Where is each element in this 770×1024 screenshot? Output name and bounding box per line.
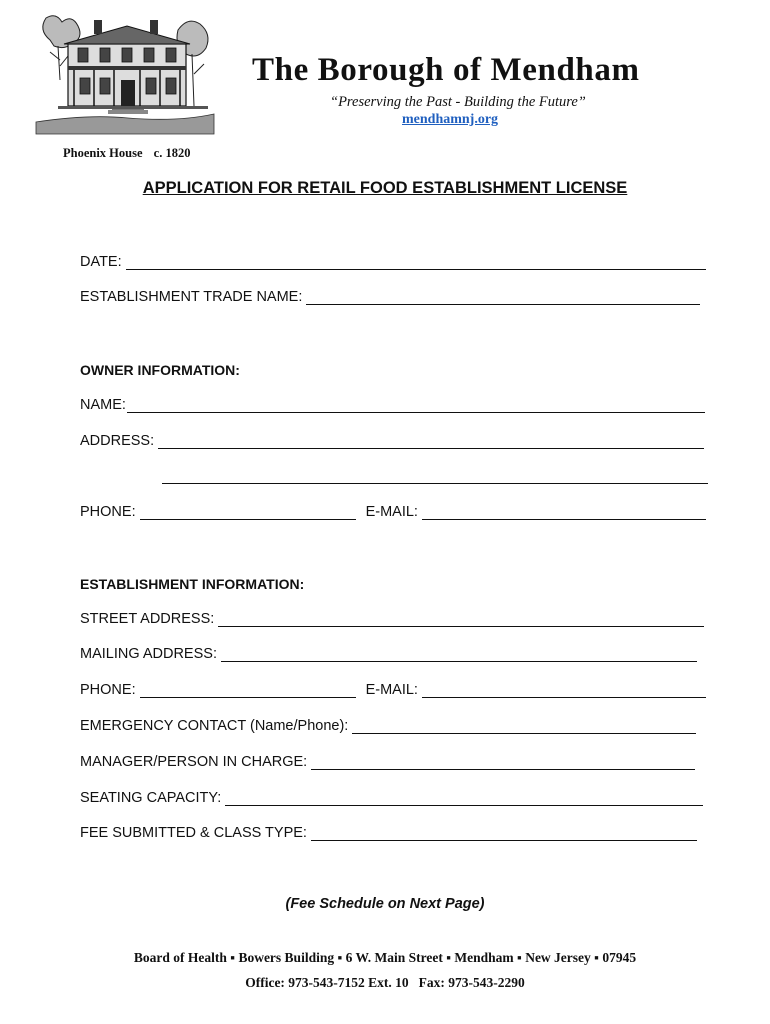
logo-caption xyxy=(63,146,198,161)
footer-contact xyxy=(0,975,770,991)
date-row xyxy=(80,254,706,270)
owner-phone-row xyxy=(80,504,706,520)
borough-motto: “Preserving the Past - Building the Future” xyxy=(330,94,586,110)
trade-name-row xyxy=(80,289,700,305)
trade-name-field[interactable] xyxy=(306,290,700,305)
seating-capacity-field[interactable] xyxy=(225,791,703,806)
street-address-label: STREET ADDRESS: xyxy=(80,611,215,627)
borough-website-link[interactable]: mendhamnj.org xyxy=(402,112,499,127)
logo-caption-date: c. 1820 xyxy=(153,146,191,160)
emergency-contact-label: EMERGENCY CONTACT (Name/Phone): xyxy=(80,718,349,734)
owner-email-label: E-MAIL: xyxy=(365,504,418,520)
owner-address-label: ADDRESS: xyxy=(80,433,155,449)
borough-title: The Borough of Mendham xyxy=(252,52,640,88)
seating-capacity-row xyxy=(80,790,703,806)
owner-phone-field[interactable] xyxy=(140,505,356,520)
establishment-phone-field[interactable] xyxy=(140,683,356,698)
trade-name-label: ESTABLISHMENT TRADE NAME: xyxy=(80,289,303,305)
form-title xyxy=(0,179,770,198)
establishment-email-field[interactable] xyxy=(422,683,706,698)
form-title-text: APPLICATION FOR RETAIL FOOD ESTABLISHMENT LICENSE xyxy=(142,179,628,197)
fee-schedule-note: (Fee Schedule on Next Page) xyxy=(285,896,485,912)
footer-address: Board of Health ▪ Bowers Building ▪ 6 W. Main Street ▪ Mendham ▪ New Jersey ▪ 07945 xyxy=(133,950,637,965)
owner-name-row xyxy=(80,397,705,413)
owner-email-field[interactable] xyxy=(422,505,706,520)
establishment-email-label: E-MAIL: xyxy=(365,682,418,698)
establishment-phone-row xyxy=(80,682,706,698)
establishment-phone-label: PHONE: xyxy=(80,682,136,698)
manager-field[interactable] xyxy=(311,755,695,770)
owner-section-heading: OWNER INFORMATION: xyxy=(80,362,240,378)
owner-address-field[interactable] xyxy=(158,434,704,449)
mailing-address-field[interactable] xyxy=(221,647,697,662)
footer-fax: Fax: 973-543-2290 xyxy=(418,975,525,990)
street-address-field[interactable] xyxy=(218,612,704,627)
date-field[interactable] xyxy=(126,255,706,270)
seating-capacity-label: SEATING CAPACITY: xyxy=(80,790,222,806)
establishment-section-heading: ESTABLISHMENT INFORMATION: xyxy=(80,576,305,592)
phoenix-house-logo xyxy=(28,10,218,138)
owner-name-field[interactable] xyxy=(127,398,705,413)
mailing-address-label: MAILING ADDRESS: xyxy=(80,646,217,662)
fee-class-label: FEE SUBMITTED & CLASS TYPE: xyxy=(80,825,307,841)
owner-address-line2-row xyxy=(162,469,708,484)
emergency-contact-field[interactable] xyxy=(352,719,696,734)
owner-name-label: NAME: xyxy=(80,397,126,413)
date-label: DATE: xyxy=(80,254,122,270)
street-address-row xyxy=(80,611,704,627)
manager-label: MANAGER/PERSON IN CHARGE: xyxy=(80,754,308,770)
manager-row xyxy=(80,754,695,770)
fee-class-field[interactable] xyxy=(311,826,697,841)
emergency-contact-row xyxy=(80,718,696,734)
logo-caption-name: Phoenix House xyxy=(63,146,143,160)
owner-phone-label: PHONE: xyxy=(80,504,136,520)
owner-address-field-line2[interactable] xyxy=(162,469,708,484)
fee-class-row xyxy=(80,825,697,841)
owner-address-row xyxy=(80,433,704,449)
footer-office-phone: Office: 973-543-7152 Ext. 10 xyxy=(245,975,409,990)
mailing-address-row xyxy=(80,646,697,662)
